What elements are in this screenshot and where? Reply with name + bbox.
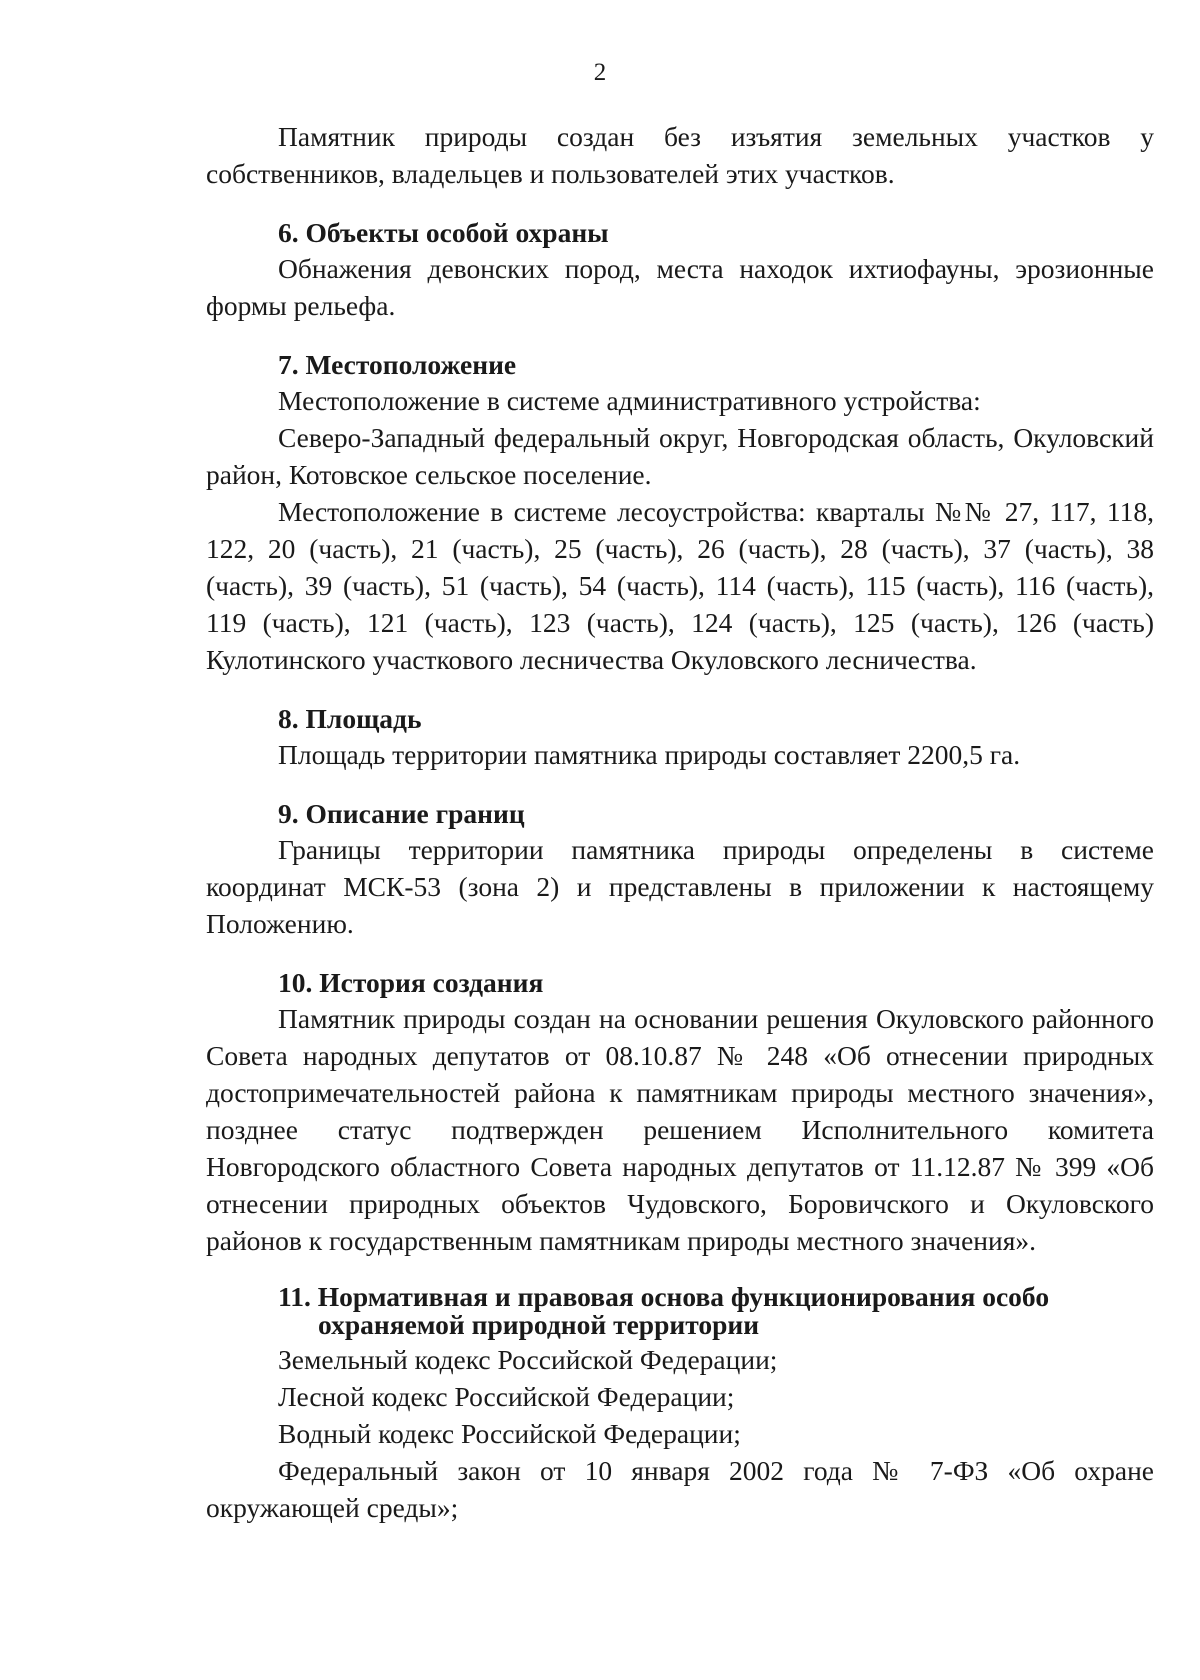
- section-11-paragraph-4: Федеральный закон от 10 января 2002 года № 7-ФЗ «Об охране окружающей среды»;: [206, 1455, 1154, 1523]
- section-9-paragraph: Границы территории памятника природы определены в системе координат МСК-53 (зона 2) и представлены в приложении к настоящему Положению.: [206, 834, 1154, 939]
- section-7-heading: 7. Местоположение: [278, 349, 517, 380]
- section-11-paragraph-3: Водный кодекс Российской Федерации;: [278, 1418, 741, 1449]
- section-7-paragraph-3: Местоположение в системе лесоустройства: кварталы №№ 27, 117, 118, 122, 20 (часть), 21 (часть), 25 (часть), 26 (часть), 28 (часть), 37 (часть), 38 (часть), 39 (часть), 51 (часть), 54 (часть), 114 (часть), 115 (часть), 116 (часть), 119 (часть), 121 (часть), 123 (часть), 124 (часть), 125 (часть), 126 (часть) Кулотинского участкового лесничества Окуловского лесничества.: [206, 496, 1154, 675]
- section-11-heading-line-2: охраняемой природной территории: [318, 1309, 760, 1340]
- section-9: [206, 797, 1154, 942]
- section-8-heading: 8. Площадь: [278, 703, 422, 734]
- section-7-paragraph-2: Северо-Западный федеральный округ, Новгородская область, Окуловский район, Котовское сельское поселение.: [206, 422, 1154, 490]
- section-6-heading: 6. Объекты особой охраны: [278, 217, 609, 248]
- section-10-paragraph: Памятник природы создан на основании решения Окуловского районного Совета народных депутатов от 08.10.87 № 248 «Об отнесении природных достопримечательностей района к памятникам природы местного значения», позднее статус подтвержден решением Исполнительного комитета Новгородского областного Совета народных депутатов от 11.12.87 № 399 «Об отнесении природных объектов Чудовского, Боровичского и Окуловского районов к государственным памятникам природы местного значения».: [206, 1003, 1154, 1256]
- section-10: [206, 966, 1154, 1259]
- section-9-heading: 9. Описание границ: [278, 798, 525, 829]
- section-7-paragraph-1: Местоположение в системе административного устройства:: [278, 385, 981, 416]
- section-11: [206, 1283, 1154, 1526]
- page-number: 2: [593, 59, 607, 86]
- section-7: [206, 348, 1154, 678]
- section-6-paragraph: Обнажения девонских пород, места находок ихтиофауны, эрозионные формы рельефа.: [206, 253, 1154, 321]
- section-11-heading: [278, 1283, 1154, 1339]
- section-10-heading: 10. История создания: [278, 967, 544, 998]
- section-11-paragraph-2: Лесной кодекс Российской Федерации;: [278, 1381, 735, 1412]
- document-body: [206, 118, 1154, 1526]
- section-11-paragraph-1: Земельный кодекс Российской Федерации;: [278, 1344, 778, 1375]
- section-11-heading-line-1: 11. Нормативная и правовая основа функционирования особо: [278, 1281, 1050, 1312]
- section-8: [206, 702, 1154, 773]
- intro-paragraph: Памятник природы создан без изъятия земельных участков у собственников, владельцев и пользователей этих участков.: [206, 121, 1154, 189]
- section-8-paragraph: Площадь территории памятника природы составляет 2200,5 га.: [278, 739, 1021, 770]
- section-6: [206, 216, 1154, 324]
